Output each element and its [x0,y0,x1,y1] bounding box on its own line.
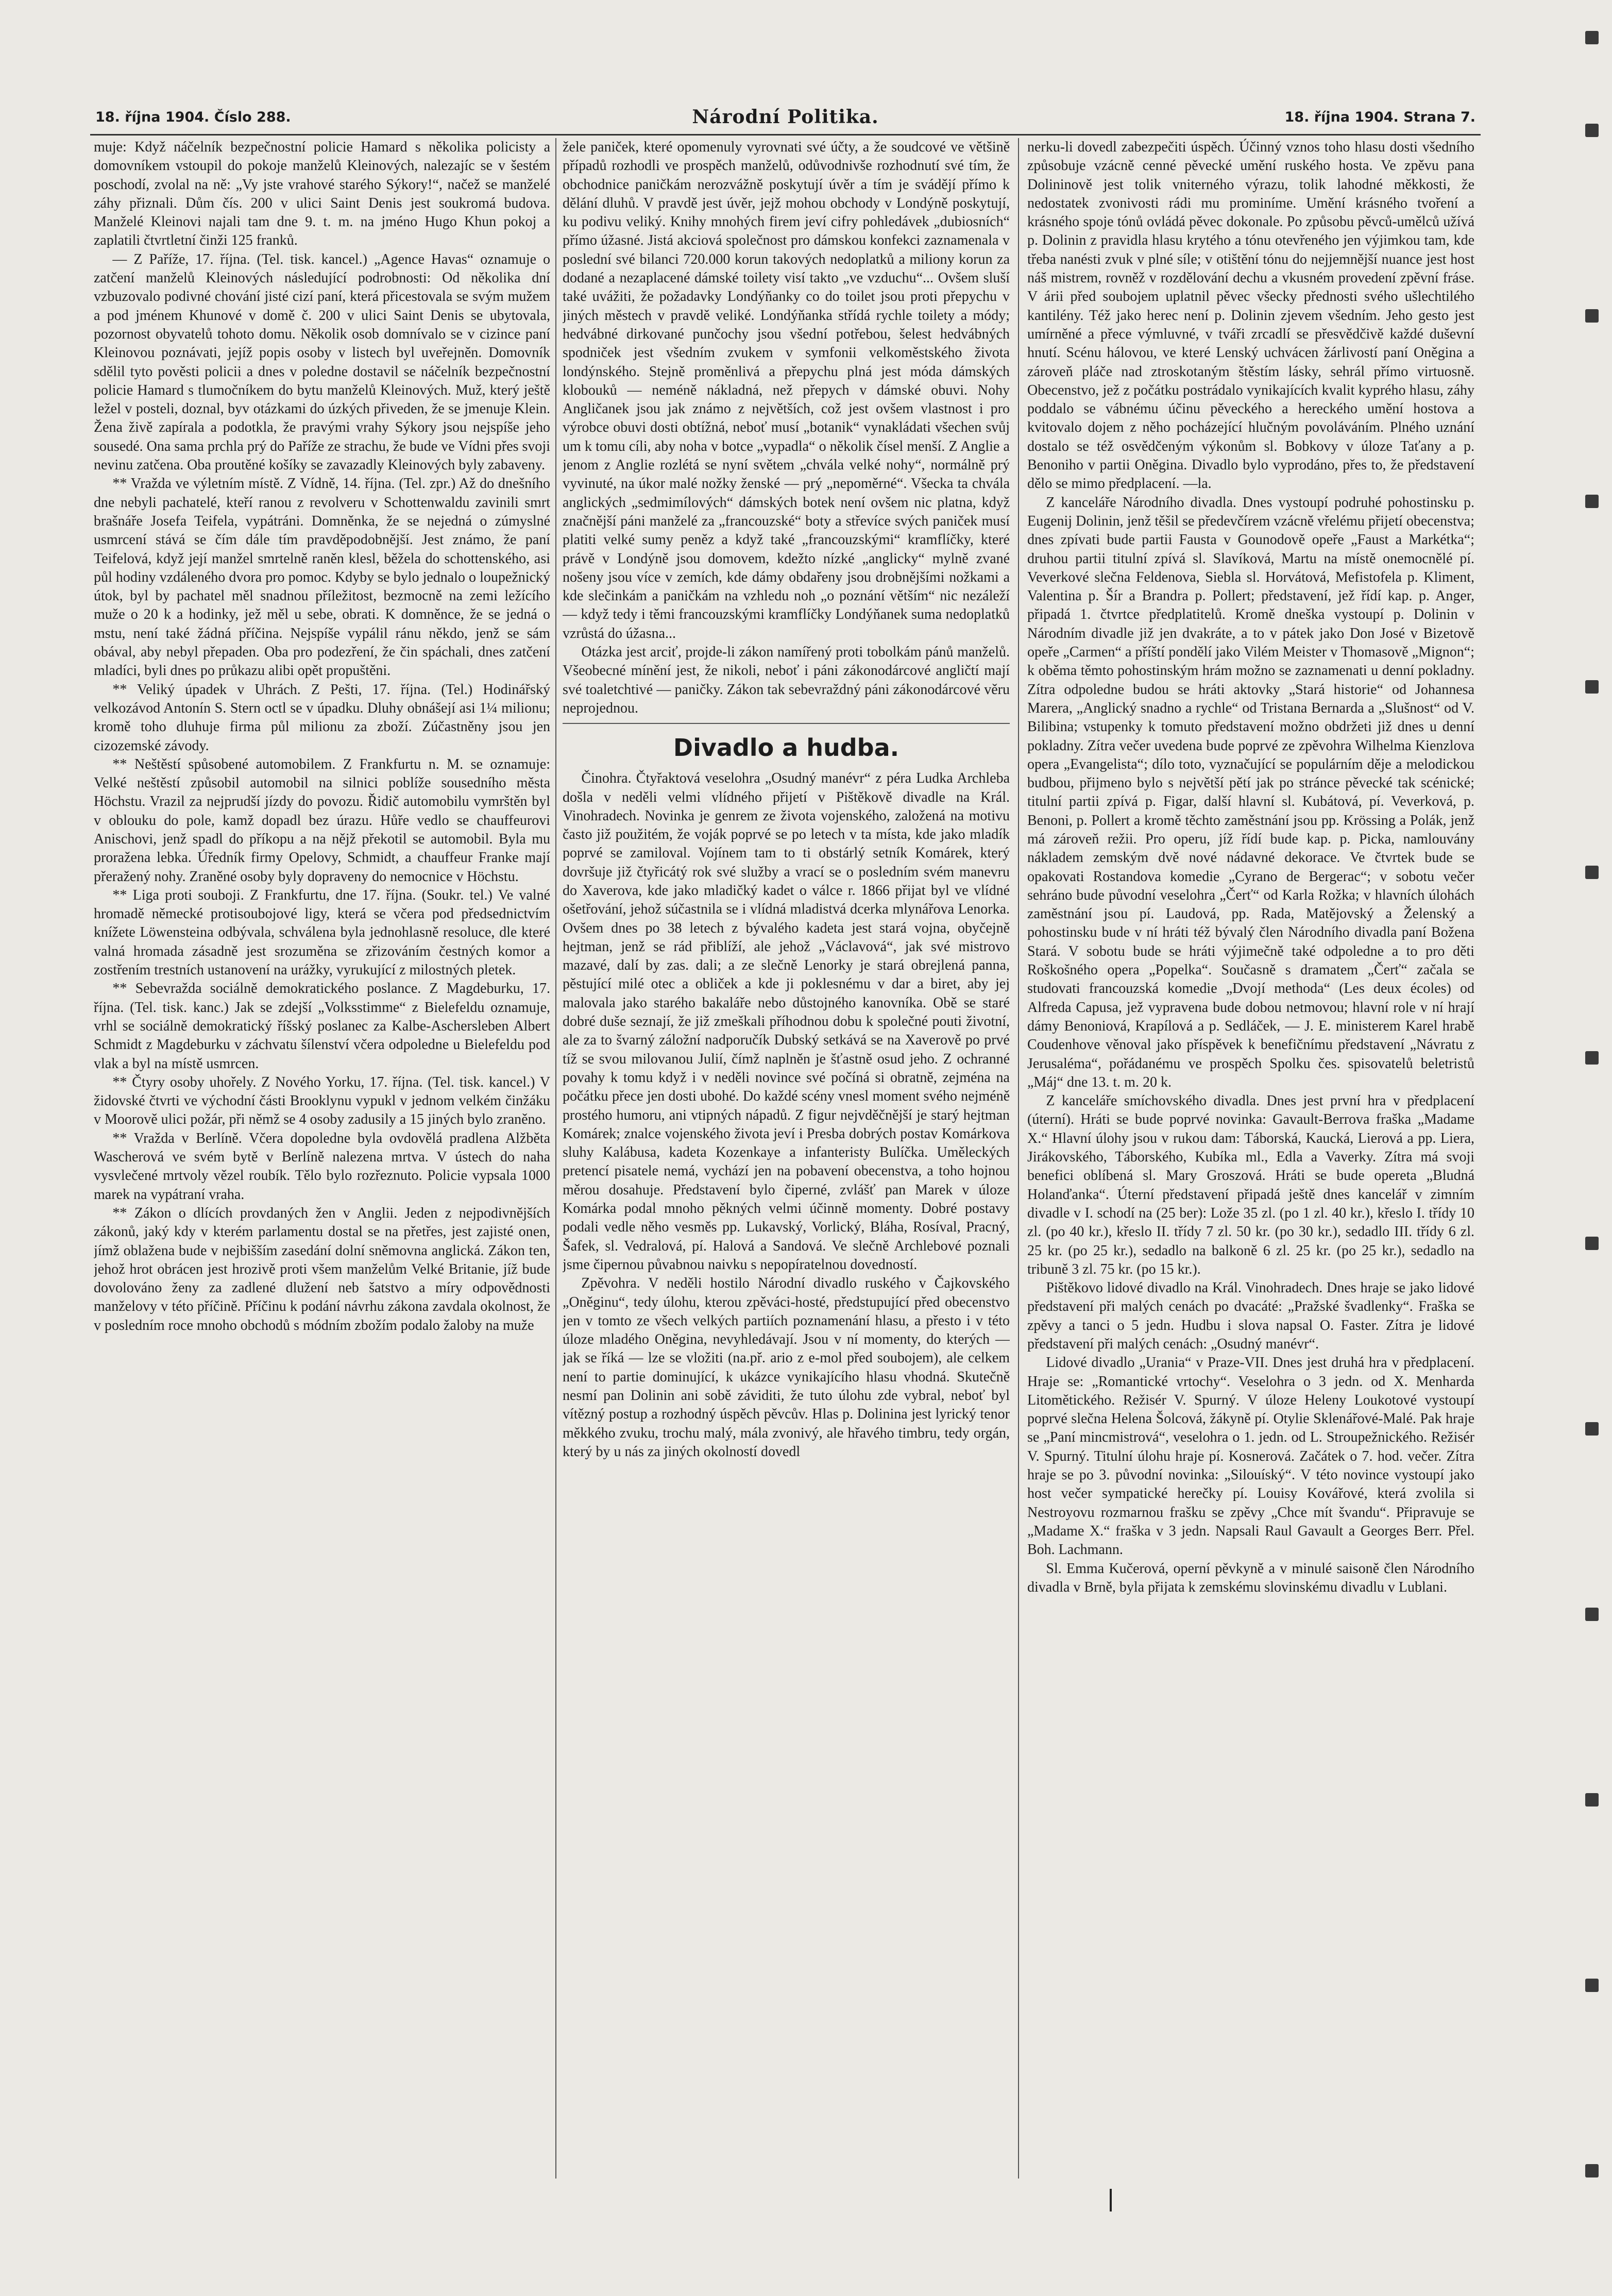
article-paragraph: Sl. Emma Kučerová, operní pěvkyně a v minulé saisoně člen Národního divadla v Brně, byla přijata k zemskému slovinskému divadlu v Lublani. [1027,1560,1474,1595]
article-paragraph: ** Liga proti souboji. Z Frankfurtu, dne 17. října. (Soukr. tel.) Ve valné hromadě německé protisoubojové ligy, která se včera pod předsednictvím knížete Löwensteina odbývala, schválena byla jednohlasně resoluce, dle které valná hromada zásadně jest srozuměna se zřizováním čestných komor a zostřením trestních ustanovení na urážky, vyrukující z milostných pletek. [94,887,550,978]
binding-hole [1585,124,1599,137]
page-header [90,105,1481,136]
header-date-issue: 18. října 1904. Číslo 288. [95,109,291,125]
margin-mark [1110,2189,1112,2211]
article-paragraph: žele paniček, které opomenuly vyrovnati své účty, a že soudcové ve většině případů rozhodli ve prospěch manželů, odůvodnivše rozhodnutí své tím, že obchodnice paničkám nerozvážně poskytují úvěr a tím je svádějí přímo k dělání dluhů. V pravdě jest úvěr, jejž mohou obchody v Londýně poskytují, ku podivu veliký. Knihy mnohých firem jeví cifry pohledávek „dubiosních“ přímo úžasné. Jistá akciová společnost pro dámskou konfekci zaznamenala v poslední své bilanci 720.000 korun takových nedoplatků a miliony korun za dodané a nezaplacené dámské toilety visí takto „ve vzduchu“... Ovšem sluší také uvážiti, že požadavky Londýňanky co do toilet jsou proti přepychu v jiných městech v pravdě veliké. Londýňanka střídá rychle toilety a módy; hedvábné dirkované punčochy jsou všední potřebou, šelest hedvábných spodniček jest všedním zvukem v symfonii velkoměstského života londýnského. Stejně proměnlivá a přepychu plná jest móda dámských klobouků — neméně nákladná, než přepych v dámské obuvi. Nohy Angličanek jsou jak známo z největších, což jest ovšem vlastnost i pro výrobce obuvi dosti obtížná, neboť musí „botanik“ vynakládati všechen svůj um k tomu cíli, aby noha v botce „vypadla“ o několik čísel menší. Z Anglie a jenom z Anglie rozlétá se nyní světem „chvála velké nohy“, normálně prý vyvinuté, na úkor malé nožky ženské — prý „nepoměrné“. Všecka ta chvála anglických „sedmimílových“ dámských botek není ovšem nic platna, když značnější páni manželé za „francouzské“ boty a střevíce svých paniček musí platiti velké sumy peněz a když také „francouzskými“ kramflíčky, které právě v Londýně jsou domovem, kdežto nízké „anglicky“ mylně zvané nošeny jsou více v zemích, kde dámy obdařeny jsou drobnějšími nožkami a kde slečinkám a paničkám na vzhledu noh „o poznání větším“ nic nezáleží — když tedy i těmi francouzskými kramflíčky Londýňanek suma nedoplatků vzrůstá do úžasna... [563,139,1010,641]
article-paragraph: ** Vražda ve výletním místě. Z Vídně, 14. října. (Tel. zpr.) Až do dnešního dne nebyli pachatelé, kteří ranou z revolveru v Schottenwaldu zavinili smrt brašnáře Josefa Teifela, vypátráni. Domněnka, že se nejedná o zúmyslné usmrcení stává se čím dále tím pravděpodobnější. Jest známo, že paní Teifelová, když její manžel smrtelně raněn klesl, běžela do schottenského, asi půl hodiny vzdáleného dvora pro pomoc. Kdyby se bylo jednalo o loupežnický útok, byl by pachatel měl snadnou příležitost, bezmocně na zemi ležícího muže o 20 k a hodinky, jež měl u sebe, obrati. K domněnce, že se jedná o mstu, není také žádná příčina. Nejspíše vypálil ránu někdo, jenž se sám obával, aby nebyl přepaden. Oba pro podezření, že čin spáchali, dnes zatčení mladíci, byli dnes po průkazu alibi opět propuštěni. [94,476,550,679]
column-1 [94,138,550,2230]
article-paragraph: ** Vražda v Berlíně. Včera dopoledne byla ovdovělá pradlena Alžběta Wascherová ve svém bytě v Berlíně nalezena mrtva. V ústech do naha vysvlečené mrtvoly vězel roubík. Tělo bylo rozřeznuto. Policie vypsala 1000 marek na vypátraní vraha. [94,1130,550,1203]
section-heading: Divadlo a hudba. [673,734,900,762]
column-rule [1018,138,1019,2179]
column-2 [563,138,1010,2230]
article-paragraph: Z kanceláře Národního divadla. Dnes vystoupí podruhé pohostinsku p. Eugenij Dolinin, jenž těšil se předevčírem vzácně vřelému přijetí obecenstva; dnes zpívati bude partii Fausta v Gounodově opeře „Faust a Markétka“; druhou partii titulní zpívá sl. Slavíková, Martu na místě onemocnělé pí. Veverkové slečna Feldenova, Siebla sl. Horvátová, Mefistofela p. Kliment, Valentina p. Šír a Brandra p. Pollert; představení, jež řídí kap. p. Anger, připadá 1. čtvrtce předplatitelů. Kromě dneška vystoupí p. Dolinin v Národním divadle již jen dvakráte, a to v pátek jako Don José v Bizetově opeře „Carmen“ a příští pondělí jako Vilém Meister v Thomasově „Mignon“; k oběma těmto pohostinským hrám možno se zaznamenati u denní pokladny. Zítra odpoledne budou se hráti aktovky „Stará historie“ od Johannesa Marera, „Anglický snadno a rychle“ od Tristana Bernarda a „Slušnost“ od V. Bilibina; vstupenky k tomuto představení možno obdržeti již dnes u denní pokladny. Zítra večer uvedena bude poprvé ze zpěvohra Wilhelma Kienzlova opera „Evangelista“; dílo toto, vyznačující se populárním děje a melodickou budbou, přijmeno bylo s největší pětí jak po stránce pěvecké tak scénické; titulní partii zpívá p. Figar, další hlavní sl. Kubátová, pí. Veverková, p. Benoni, p. Pollert a kromě těchto zaměstnání jsou pp. Krössing a Polák, jenž má zároveň režii. Pro operu, jíž řídí bude kap. p. Picka, namlouvány nákladem zemským dvě nové nádavné dekorace. Ve čtvrtek bude se opakovati Rostandova komedie „Cyrano de Bergerac“; v sobotu večer sehráno bude původní veselohra „Čerť“ od Karla Rožka; v hlavních úlohách zaměstnání jsou pí. Laudová, pp. Rada, Matějovský a Želenský a pohostinsku bude v ní hráti též bývalý člen Národního divadla paní Božena Stará. V sobotu bude se hráti výjimečně také odpoledne a to pro děti Roškošného opera „Popelka“. Současně s dramatem „Čerť“ začala se studovati francouzská komedie „Dvojí methoda“ (Les deux écoles) od Alfreda Capusa, jež vypravena bude dobou netmovou; hlavní role v ní hrají dámy Benoniová, Krapílová a p. Sedláček, — J. E. ministerem Karel hrabě Coudenhove věnoval jako příspěvek k benefičnímu představení „Návratu z Jerusaléma“, pořádanému ve prospěch Spolku čes. spisovatelů beletristů „Máj“ dne 13. t. m. 20 k. [1027,494,1474,1090]
article-paragraph: ** Neštěstí spůsobené automobilem. Z Frankfurtu n. M. se oznamuje: Velké neštěstí způsobil automobil na silnici poblíže sousedního města Höchstu. Vrazil za nejprudší jízdy do povozu. Řidič automobilu vymrštěn byl v oblouku do pole, kamž dopadl bez úrazu. Hůře vedlo se chauffeurovi Anischovi, jenž spadl do příkopu a na nějž překotil se automobil. Byla mu proražena lebka. Úředník firmy Opelovy, Schmidt, a chauffeur Franke mají přeražený nohy. Zraněné osoby byly dopraveny do nemocnice v Höchstu. [94,756,550,885]
article-paragraph: Zpěvohra. V neděli hostilo Národní divadlo ruského v Čajkovského „Oněginu“, tedy úlohu, kterou zpěváci-hosté, předstupující před obecenstvo jen v tomto ze všech velkých partiích poznamenání hlasu, a přesto i v této úloze mladého Oněgina, nevyhledávají. Jsou v ní momenty, do kterých — jak se říká — lze se vložiti (na.př. ario z e-mol před soubojem), ale celkem není to partie dominující, k ukázce vynikajícího hlasu vhodná. Skutečně nesmí pan Dolinin ani sobě záviditi, že tuto úlohu zde vybral, neboť byl vítězný postup a rozhodný úspěch pěvcův. Hlas p. Dolinina jest lyrický tenor měkkého zvuku, trochu malý, mála zvonivý, ale hřavého timbru, tedy orgán, který by u nás za jiných okolností dovedl [563,1275,1010,1460]
binding-hole [1585,309,1599,323]
masthead-title: Národní Politika. [692,106,879,128]
binding-hole [1585,866,1599,879]
binding-hole [1585,1051,1599,1065]
column-rule [555,138,556,2179]
section-divider [563,723,1010,724]
article-paragraph: Otázka jest arciť, projde-li zákon namířený proti tobolkám pánů manželů. Všeobecné mínění jest, že nikoli, neboť i páni zákonodárcové angličtí mají své toaletchtivé — paničky. Zákon tak sebevraždný páni zákonodárcové věru neprojednou. [563,644,1010,716]
binding-hole [1585,2164,1599,2177]
article-paragraph: ** Čtyry osoby uhořely. Z Nového Yorku, 17. října. (Tel. tisk. kancel.) V židovské čtvrti ve východní části Brooklynu vypukl v jednom velkém činžáku v Moorově ulici požár, při němž se 4 osoby zadusily a 15 jiných bylo zraněno. [94,1074,550,1128]
article-paragraph: ** Veliký úpadek v Uhrách. Z Pešti, 17. října. (Tel.) Hodinářský velkozávod Antonín S. Stern octl se v úpadku. Dluhy obnášejí asi 1¼ milionu; kromě toho dluhuje firma půl milionu za zboží. Zúčastněny jsou jen cizozemské závody. [94,681,550,754]
article-paragraph: ** Sebevražda sociálně demokratického poslance. Z Magdeburku, 17. října. (Tel. tisk. kanc.) Jak se zdejší „Volksstimme“ z Bielefeldu oznamuje, vrhl se sociálně demokratický říšský poslanec za Kalbe-Aschersleben Albert Schmidt z Magdeburku v záchvatu šílenství včera odpoledne u Bielefeldu pod vlak a byl na místě usmrcen. [94,981,550,1072]
binding-hole [1585,680,1599,694]
binding-hole [1585,1608,1599,1621]
binding-hole [1585,1793,1599,1807]
article-paragraph: Pištěkovo lidové divadlo na Král. Vinohradech. Dnes hraje se jako lidové představení při malých cenách po dvacáté: „Pražské švadlenky“. Fraška se zpěvy a tanci o 5 jedn. Hudbu i slova napsal O. Faster. Zítra je lidové představení při malých cenách: „Osudný manévr“. [1027,1280,1474,1352]
binding-hole [1585,495,1599,508]
article-paragraph: nerku-li dovedl zabezpečiti úspěch. Účinný vznos toho hlasu dosti všedního způsobuje vzácně cenné pěvecké umění ruského hosta. Ve zpěvu pana Dolininově jest tolik vniterného výrazu, tolik lahodné měkkosti, že nedostatek zvonivosti rádi mu prominíme. Umění krásného tvoření a krásného spoje tónů ovládá pěvec dokonale. Po způsobu pěvců-umělců užívá p. Dolinin z pravidla hlasu krytého a tónu otevřeného jen výjimkou tam, kde třeba nanésti zvuk v plné síle; v otištění tónu do nejjemnější nuance jest host náš mistrem, rovněž v rozdělování dechu a vkusném provedení zpěvní fráse. V árii před soubojem uplatnil pěvec všecky přednosti svého ušlechtilého kantilény. Též jako herec není p. Dolinin zjevem všedním. Jeho gesto jest umírněné a přece výmluvné, v tváři zrcadlí se přesvědčivě každé duševní hnutí. Scénu hálovou, ve které Lenský uchvácen žárlivostí paní Oněgina a zároveň pláče nad ztroskotaným štěstím lásky, sehrál přímo virtuosně. Obecenstvo, jež z počátku postrádalo vynikajících kvalit kyprého hlasu, záhy poddalo se vábnému účinu pěveckého a hereckého umění hostova a kvitovalo dojem z něho pocházející hlučným povoláváním. Plného uznání dostalo se též osvědčeným výkonům sl. Bobkovy v úloze Taťany a p. Benoniho v partii Oněgina. Divadlo bylo vyprodáno, přes to, že představení dělo se mimo předplacení. —la. [1027,139,1474,492]
article-paragraph: Z kanceláře smíchovského divadla. Dnes jest první hra v předplacení (úterní). Hráti se bude poprvé novinka: Gavault-Berrova fraška „Madame X.“ Hlavní úlohy jsou v rukou dam: Táborská, Kaucká, Lierová a pp. Liera, Jirákovského, Táborského, Kubíka ml., Edla a Vaverky. Zítra má svoji benefici oblíbená sl. Mary Groszová. Hráti se bude opereta „Bludná Holanďanka“. Úterní představení připadá ještě dnes kancelář v zimním divadle v I. schodí na (25 ber): Lože 35 zl. (po 1 zl. 40 kr.), křeslo I. třídy 10 zl. (po 40 kr.), křeslo II. třídy 7 zl. 50 kr. (po 30 kr.), sedadlo III. třídy 6 zl. 25 kr. (po 25 kr.), sedadlo na balkoně 6 zl. 25 kr. (po 25 kr.), sedadlo na tribuně 3 zl. 75 kr. (po 15 kr.). [1027,1093,1474,1277]
column-3 [1027,138,1474,2230]
article-paragraph: muje: Když náčelník bezpečnostní policie Hamard s několika policisty a domovníkem vstoupil do pokoje manželů Kleinových, nalezajíc se v šestém poschodí, zvolal na ně: „Vy jste vrahové starého Sýkory!“, načež se manželé záhy přiznali. Dům čís. 200 v ulici Saint Denis jest soukromá budova. Manželé Kleinovi najali tam dne 9. t. m. na jméno Hugo Khun pokoj a zaplatili čtvrtletní činži 125 franků. [94,139,550,249]
binding-hole [1585,1422,1599,1436]
header-date-page: 18. října 1904. Strana 7. [1284,109,1475,125]
binding-hole [1585,31,1599,44]
binding-holes [1585,0,1600,2296]
article-paragraph: — Z Paříže, 17. října. (Tel. tisk. kancel.) „Agence Havas“ oznamuje o zatčení manželů Kleinových následující podrobnosti: Od několika dní vzbuzovalo podivné chování jisté cizí paní, která přicestovala se svým mužem a pod jménem Khunové v domě č. 200 v ulici Saint Denis se ubytovala, pozornost obyvatelů tohoto domu. Několik osob domnívalo se v cizince paní Kleinovou poznávati, jejíž popis osoby v listech byl uveřejněn. Domovník sdělil tyto pověsti policii a dnes v poledne dostavil se náčelník bezpečnostní policie Hamard s tlumočníkem do bytu manželů Kleinových. Muž, který ještě ležel v posteli, doznal, byv otázkami do úzkých přiveden, že se jmenuje Klein. Žena živě zapírala a podotkla, že pravými vrahy Sýkory jsou nejspíše jeho sousedé. Ona sama prchla prý do Paříže ze strachu, že bude ve Vídni přes svoji nevinu zatčena. Oba proutěné košíky se zavazadly Kleinových byly zabaveny. [94,251,550,474]
binding-hole [1585,1237,1599,1250]
binding-hole [1585,1979,1599,1992]
article-paragraph: Činohra. Čtyřaktová veselohra „Osudný manévr“ z péra Ludka Archleba došla v neděli velmi vlídného přijetí v Pištěkově divadle na Král. Vinohradech. Novinka je genrem ze života vojenského, založená na motivu často již použitém, že voják poprvé se po letech v ta místa, kde jako mladík poprvé se zamiloval. Vojínem tam to ti obstárlý setník Komárek, který dovršuje již čtyřicátý rok své služby a vrací se o posledním svém manevru do Xaverova, kde jako mladičký kadet o válce r. 1866 přijat byl ve vlídné ošetřování, jehož súčastnila se i vlídná mladistvá dcerka mlynářova Lenorka. Ovšem dnes po 38 letech z bývalého kadeta jest stará vojna, obyčejně hejtman, jenž se rád přiblíží, ale jehož „Václavová“, jak své mistrovo mazavé, dalí by zas. dali; a ze slečně Lenorky je stará obrejlená panna, pěstující milé otec a obliček a kde ji poklesnému v dar a biret, aby jej malovala jako starého bakaláře nebo důstojného kanovníka. Obě se staré dobré duše seznají, že již zmeškali příhodnou dobu k společné pouti životní, ale za to švarný záložní nadporučík Dubský setkává se na Xaverově po prvé tíž se svou milovanou Julií, čímž naplněn je šťastně osud jeho. Z ochranné povahy k tomu když i v neděli novince své počíná si obratně, zejména na počátku přece jen dosti ubohé. Do každé scény vnesl moment svého nejméně prostého humoru, ani vtipných nápadů. Z figur nejvděčnější je starý hejtman Komárek; znalce vojenského života jeví i Presba dobrých postav Komárkova sluhy Kalábusa, kadeta Kozenkaye a infanteristy Bulíčka. Uměleckých pretencí pisatele nemá, vychází jen na pobavení obecenstva, a toho hojnou měrou dosahuje. Představení bylo čiperné, zvlášť pan Marek v úloze Komárka podal mnoho pěkných velmi účinně momenty. Dobré postavy podali vedle něho vesměs pp. Lukavský, Vorlický, Bláha, Rosíval, Pracný, Šafek, sl. Vedralová, pí. Halová a Sandová. Ve slečně Archlebové poznali jsme čipernou půvabnou naivku s nepopíratelnou dovedností. [563,770,1010,1273]
article-paragraph: Lidové divadlo „Urania“ v Praze-VII. Dnes jest druhá hra v předplacení. Hraje se: „Romantické vrtochy“. Veselohra o 3 jedn. od X. Menharda Litomětického. Režisér V. Spurný. V úloze Heleny Loukotové vystoupí poprvé slečna Helena Šolcová, žákyně pí. Otylie Sklenářové-Malé. Pak hraje se „Paní mincmistrová“, veselohra o 1. jedn. od L. Stroupežnického. Režisér V. Spurný. Titulní úlohu hraje pí. Kosnerová. Začátek o 7. hod. večer. Zítra hraje se po 3. původní novinka: „Silouíský“. V této novince vystoupí jako host večer sympatické herečky pí. Louisy Kovářové, která zvolila si Nestroyovu rozmarnou frašku se zpěvy „Chce mít švandu“. Připravuje se „Madame X.“ fraška v 3 jedn. Napsali Raul Gavault a Georges Berr. Přel. Boh. Lachmann. [1027,1355,1474,1558]
article-paragraph: ** Zákon o dlících provdaných žen v Anglii. Jeden z nejpodivnějších zákonů, jaký kdy v kterém parlamentu dostal se na přetřes, jest zajisté onen, jímž oblažena bude v nejbišším zasedání dolní sněmovna anglická. Zákon ten, jehož hrot obrácen jest hrozivě proti všem manželům Velké Britanie, jíž bude dovolováno ženy za zadlené dlužení neb šatstvo a míry odpovědnosti manželovy v této příčině. Příčinu k podání návrhu zákona zavdala okolnost, že v posledním roce mnoho obchodů s módním zbožím podalo žaloby na muže [94,1205,550,1333]
